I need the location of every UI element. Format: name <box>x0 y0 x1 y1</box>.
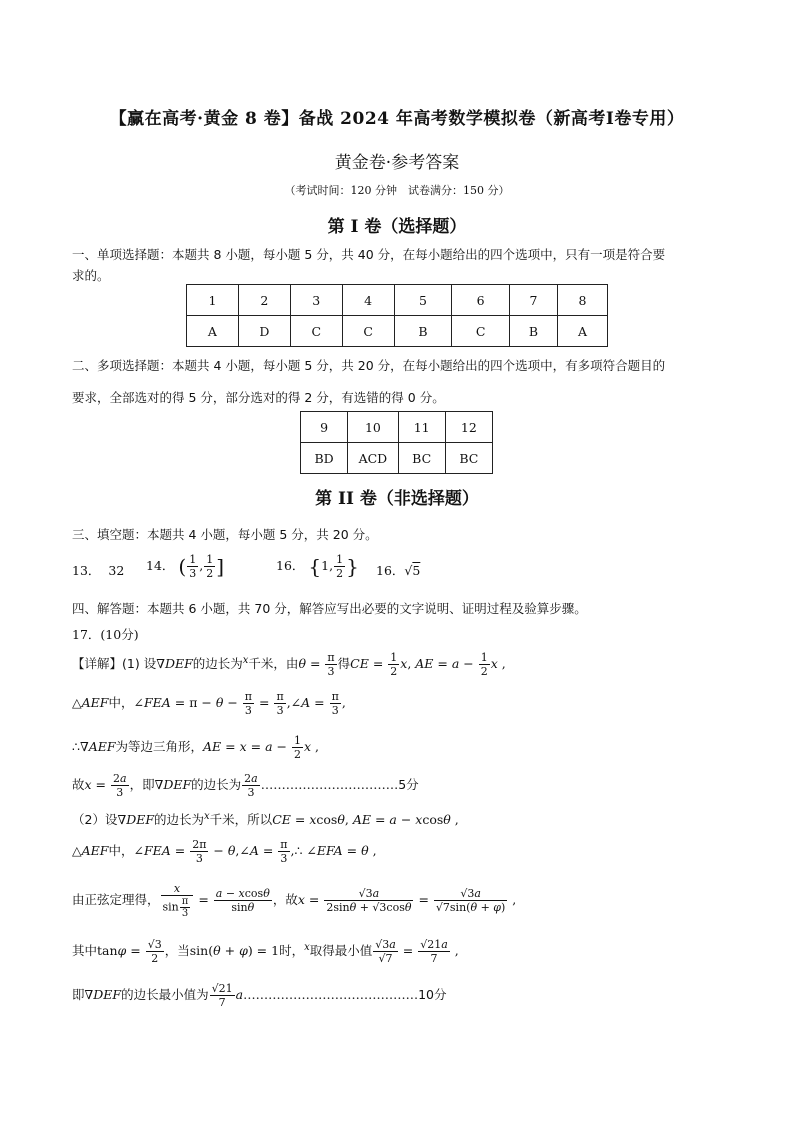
table-cell: A <box>558 316 608 347</box>
table-row <box>301 412 493 443</box>
table-cell: 2 <box>238 285 290 316</box>
single-choice-desc-line1: 一、单项选择题：本题共 8 小题，每小题 5 分，共 40 分，在每小题给出的四个选项中，只有一项是符合要 <box>72 247 666 262</box>
table-cell: 8 <box>558 285 608 316</box>
answer-13-value: 32 <box>108 563 125 578</box>
single-choice-desc-line2: 求的。 <box>72 268 110 283</box>
table-cell: BC <box>445 443 492 474</box>
solution-line-9: 即∇DEF的边长最小值为 $\frac{√21}{7}$ a……………………………………10分 <box>72 982 447 1009</box>
table-cell: BC <box>398 443 445 474</box>
answer-14: 14． ( $\frac{1}{3}$ , $\frac{1}{2}$ ] <box>146 553 224 580</box>
document-title: 【赢在高考·黄金 8 卷】备战 2024 年高考数学模拟卷（新高考Ⅰ卷专用） <box>109 109 685 129</box>
solution-line-7: 由正弦定理得， x sin $\frac{\pi}{3}$ = $\frac{a - xcos\theta}{\sin\theta}$ ，故x = $\frac{√3a}{2\sin\theta + √3\cos\theta}$ = $\frac{√3a}{√7\sin(\theta + \varphi)}$ , <box>72 882 517 919</box>
solution-line-2: △AEF中，∠FEA = π − θ − $\frac{\pi}{3}$ = $\frac{\pi}{3}$ ,∠A = $\frac{\pi}{3}$ , <box>72 690 346 717</box>
table-row <box>187 285 608 316</box>
solution-line-5: （2）设∇DEF的边长为$^x$千米，所以CE = xcosθ, AE = a − xcosθ , <box>72 810 459 827</box>
fill-blank-desc: 三、填空题：本题共 4 小题，每小题 5 分，共 20 分。 <box>72 527 378 542</box>
table-cell: 11 <box>398 412 445 443</box>
table-cell: D <box>238 316 290 347</box>
answer-16: 16．√5 <box>376 563 421 578</box>
table-cell: 9 <box>301 412 348 443</box>
single-choice-answer-table <box>186 284 608 347</box>
question-17-label: 17．(10分) <box>72 627 139 642</box>
answer-16-label: 16． <box>376 563 405 578</box>
solution-line-1: 【详解】(1) 设∇DEF的边长为$^x$千米，由θ = $\frac{\pi}{3}$ 得CE = $\frac{1}{2}$ x, AE = a − $\frac{1}{2}$ x , <box>72 651 506 678</box>
solution-line-3: ∴∇AEF为等边三角形，AE = x = a − $\frac{1}{2}$ x , <box>72 734 319 761</box>
solutions-desc: 四、解答题：本题共 6 小题，共 70 分，解答应写出必要的文字说明、证明过程及验算步骤。 <box>72 601 587 616</box>
part2-heading: 第 II 卷（非选择题） <box>315 489 479 509</box>
table-cell: ACD <box>348 443 398 474</box>
table-cell: 3 <box>290 285 342 316</box>
answer-15: 16． {1, $\frac{1}{2}$ } <box>276 553 359 580</box>
exam-info: （考试时间：120 分钟 试卷满分：150 分） <box>284 184 510 197</box>
multi-choice-answer-table <box>300 411 493 474</box>
solution-line-4: 故x = $\frac{2a}{3}$ ，即∇DEF的边长为 $\frac{2a}{3}$ ……………………………5分 <box>72 772 419 799</box>
table-cell: 6 <box>452 285 510 316</box>
table-cell: 10 <box>348 412 398 443</box>
table-row <box>187 316 608 347</box>
answer-14-label: 14． <box>146 558 175 573</box>
document-subtitle: 黄金卷·参考答案 <box>334 153 460 173</box>
answer-15-label: 16． <box>276 558 305 573</box>
table-cell: B <box>394 316 452 347</box>
table-cell: BD <box>301 443 348 474</box>
table-cell: 5 <box>394 285 452 316</box>
answer-13 <box>72 561 124 579</box>
answer-13-label: 13． <box>72 563 101 578</box>
table-cell: 7 <box>510 285 558 316</box>
solution-line-8: 其中tanφ = $\frac{√3}{2}$ ，当sin(θ + φ) = 1时，$^x$取得最小值 $\frac{√3a}{√7}$ = $\frac{√21a}{7}$ , <box>72 938 459 965</box>
table-cell: B <box>510 316 558 347</box>
table-cell: 12 <box>445 412 492 443</box>
table-cell: 1 <box>187 285 239 316</box>
table-cell: C <box>342 316 394 347</box>
table-cell: A <box>187 316 239 347</box>
table-cell: C <box>452 316 510 347</box>
multi-choice-desc-line1: 二、多项选择题：本题共 4 小题，每小题 5 分，共 20 分，在每小题给出的四个选项中，有多项符合题目的 <box>72 358 666 373</box>
table-row <box>301 443 493 474</box>
solution-line-6: △AEF中，∠FEA = $\frac{2\pi}{3}$ − θ,∠A = $\frac{\pi}{3}$ ,∴ ∠EFA = θ , <box>72 838 377 865</box>
table-cell: 4 <box>342 285 394 316</box>
part1-heading: 第 I 卷（选择题） <box>327 217 467 237</box>
multi-choice-desc-line2: 要求，全部选对的得 5 分，部分选对的得 2 分，有选错的得 0 分。 <box>72 390 445 405</box>
table-cell: C <box>290 316 342 347</box>
